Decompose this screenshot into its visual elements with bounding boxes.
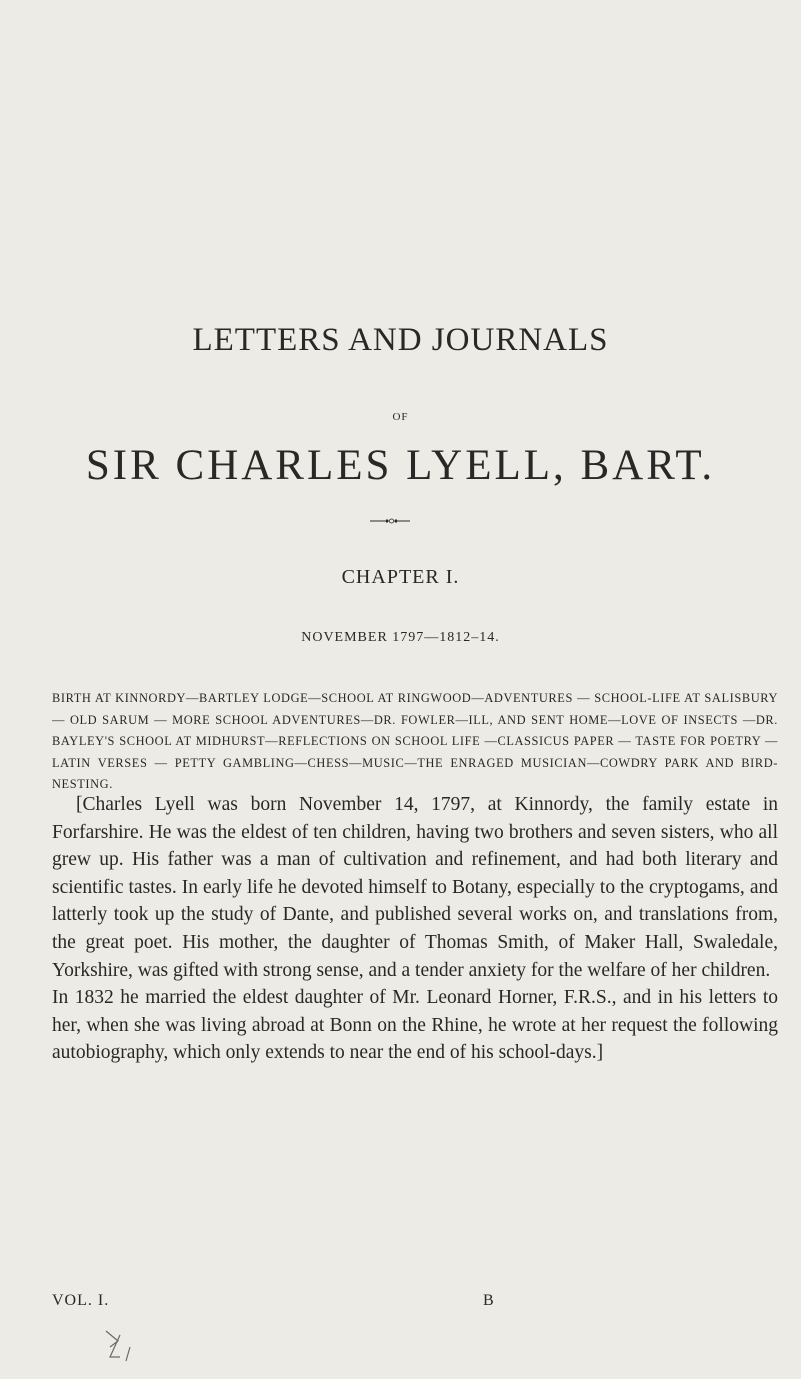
chapter-dates: NOVEMBER 1797—1812–14. [301,630,500,645]
chapter-summary: BIRTH AT KINNORDY—BARTLEY LODGE—SCHOOL AT RINGWOOD—ADVENTURES — SCHOOL-LIFE AT SALISBURY — OLD SARUM — MORE SCHOOL ADVENTURES—DR. FOWLER—ILL, AND SENT HOME—LOVE OF INSECTS —DR. BAYLEY'S SCHOOL AT MIDHURST—REFLECTIONS ON SCHOOL LIFE —CLASSICUS PAPER — TASTE FOR POETRY — LATIN VERSES — PETTY GAMBLING—CHESS—MUSIC—THE ENRAGED MUSICIAN—COWDRY PARK AND BIRD-NESTING. [52,691,778,791]
body-paragraph: [Charles Lyell was born November 14, 1797, at Kinnordy, the family estate in Forfarshire. He was the eldest of ten children, having two brothers and seven sisters, who all grew up. His father was a man of cultivation and refinement, and had both literary and scientific tastes. In early life he devoted himself to Botany, especially to the cryptogams, and latterly took up the study of Dante, and published several works on, and translations from, the great poet. His mother, the daughter of Thomas Smith, of Maker Hall, Swaledale, Yorkshire, was gifted with strong sense, and a tender anxiety for the welfare of her children. [52,794,778,981]
signature-mark: B [483,1292,495,1309]
title-connector: OF [392,411,409,423]
handwritten-mark [100,1327,140,1367]
chapter-body [52,791,778,1067]
body-paragraph: In 1832 he married the eldest daughter of Mr. Leonard Horner, F.R.S., and in his letters to her, when she was living abroad at Bonn on the Rhine, he wrote at her request the following autobiography, which only extends to near the end of his school-days.] [52,987,778,1064]
ornament-divider [370,518,410,524]
chapter-heading: CHAPTER I. [341,566,460,588]
book-subject: SIR CHARLES LYELL, BART. [85,442,716,489]
book-title: LETTERS AND JOURNALS [192,322,609,358]
page-footer [52,1292,778,1310]
volume-label: VOL. I. [52,1292,110,1309]
